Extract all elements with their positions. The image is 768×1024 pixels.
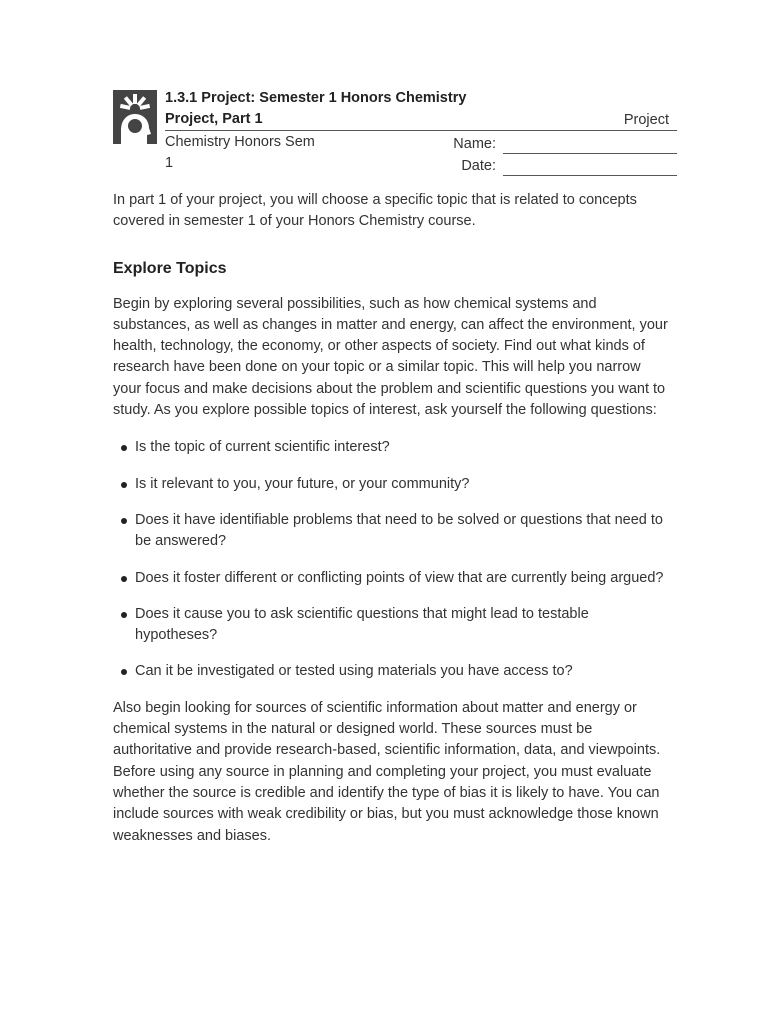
- name-field[interactable]: [437, 134, 677, 155]
- sources-paragraph: Also begin looking for sources of scientific information about matter and energy or chemical systems in the natural or designed world. These sources must be authoritative and provide research-based, scientific information, data, and viewpoints. Before using any source in planning and completing your project, you must evaluate whether the source is credible and identify the type of bias it is likely to have. You can include sources with weak credibility or bias, but you must acknowledge those known weaknesses and biases.: [113, 699, 661, 844]
- course-name-line2: 1: [165, 155, 174, 171]
- list-item-text: Does it have identifiable problems that need to be solved or questions that need to be answered?: [135, 511, 663, 550]
- document-type-label: Project: [623, 112, 669, 128]
- list-item: [113, 510, 669, 553]
- explore-paragraph: Begin by exploring several possibilities, such as how chemical systems and substances, as well as changes in matter and energy, can affect the environment, your health, technology, the economy, or other aspects of society. Find out what kinds of research have been done on your topic or a similar topic. This will help you narrow your focus and make decisions about the problem and scientific questions you want to study. As you explore possible topics of interest, ask yourself the following questions:: [113, 295, 668, 419]
- list-item: [113, 437, 669, 458]
- date-underline[interactable]: [503, 175, 677, 176]
- list-item: [113, 661, 669, 682]
- question-list: [113, 437, 669, 682]
- document-header: [113, 88, 677, 180]
- bullet-icon: [121, 669, 127, 675]
- document-body: [113, 190, 669, 863]
- list-item-text: Does it foster different or conflicting points of view that are currently being argued?: [135, 569, 664, 586]
- document-title-line1: 1.3.1 Project: Semester 1 Honors Chemistry: [165, 90, 467, 106]
- list-item-text: Is it relevant to you, your future, or your community?: [135, 475, 470, 492]
- course-name-line1: Chemistry Honors Sem: [165, 134, 315, 150]
- document-title-line2: Project, Part 1: [165, 111, 263, 127]
- date-field[interactable]: [437, 156, 677, 177]
- name-underline[interactable]: [503, 153, 677, 154]
- sunburst-head-logo: [113, 90, 157, 144]
- bullet-icon: [121, 576, 127, 582]
- list-item: [113, 604, 669, 647]
- date-label: Date:: [461, 158, 496, 174]
- list-item: [113, 568, 669, 589]
- name-label: Name:: [453, 136, 496, 152]
- bullet-icon: [121, 518, 127, 524]
- list-item-text: Does it cause you to ask scientific questions that might lead to testable hypotheses?: [135, 605, 589, 644]
- list-item-text: Can it be investigated or tested using materials you have access to?: [135, 663, 573, 680]
- section-heading: Explore Topics: [113, 259, 227, 277]
- intro-paragraph: In part 1 of your project, you will choose a specific topic that is related to concepts covered in semester 1 of your Honors Chemistry course.: [113, 192, 637, 230]
- title-block: [165, 88, 545, 130]
- course-name: [165, 132, 335, 174]
- header-divider: [165, 130, 677, 131]
- list-item: [113, 474, 669, 495]
- bullet-icon: [121, 612, 127, 618]
- bullet-icon: [121, 445, 127, 451]
- list-item-text: Is the topic of current scientific interest?: [135, 439, 390, 456]
- bullet-icon: [121, 482, 127, 488]
